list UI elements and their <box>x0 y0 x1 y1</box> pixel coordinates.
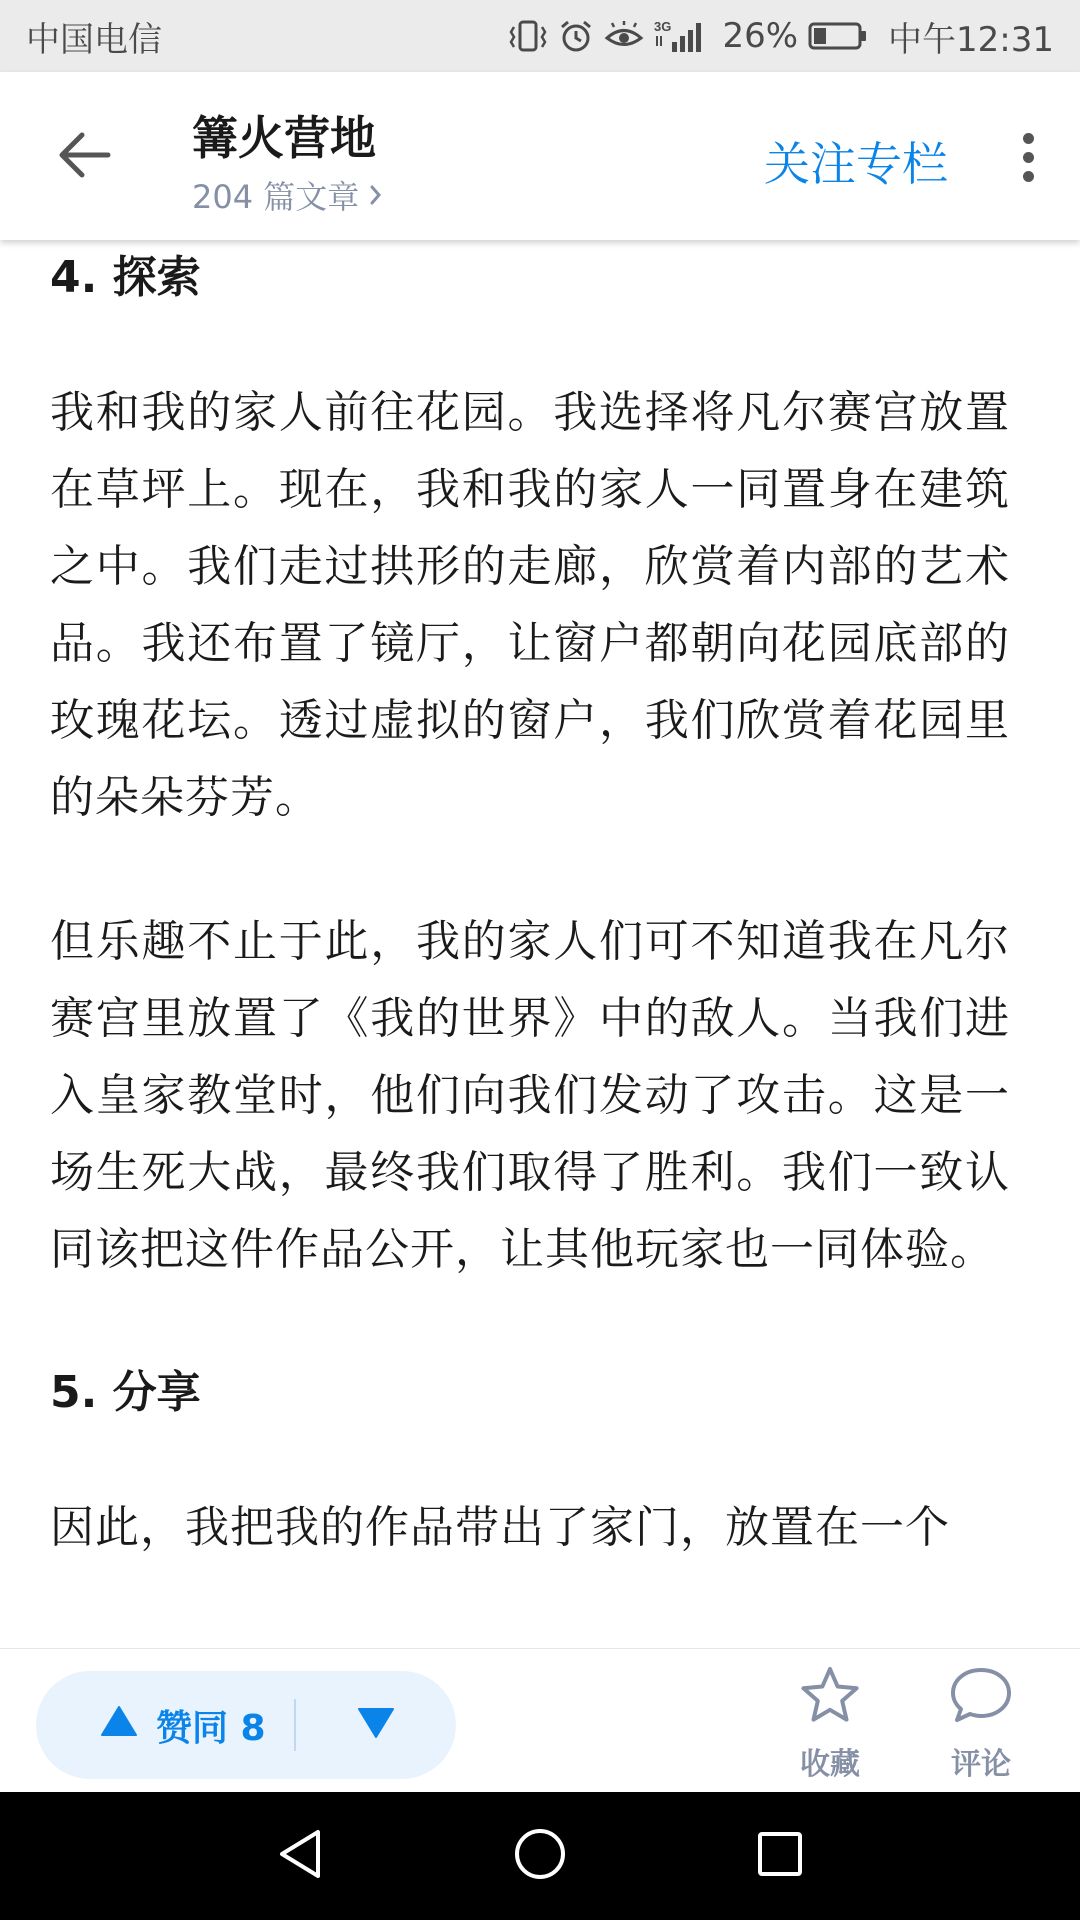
star-icon <box>798 1665 862 1739</box>
more-options-button[interactable] <box>1006 122 1050 192</box>
upvote-label: 赞同 8 <box>156 1707 266 1749</box>
status-bar <box>0 0 1080 72</box>
nav-recent-button[interactable] <box>748 1824 812 1888</box>
clock: 中午12:31 <box>888 19 1054 60</box>
paragraph: 因此，我把我的作品带出了家门，放置在一个 <box>50 1502 950 1553</box>
follow-column-button[interactable]: 关注专栏 <box>764 137 948 191</box>
nav-back-icon <box>274 1826 326 1886</box>
battery-percent: 26% <box>722 16 799 56</box>
vote-control <box>36 1671 456 1779</box>
upvote-triangle-icon <box>100 1705 156 1746</box>
downvote-button[interactable] <box>296 1707 456 1743</box>
alarm-icon <box>558 18 594 54</box>
battery-icon <box>808 21 868 51</box>
favorite-label: 收藏 <box>800 1747 860 1782</box>
carrier-name: 中国电信 <box>26 19 162 60</box>
chevron-right-icon <box>369 183 383 207</box>
nav-home-button[interactable] <box>508 1824 572 1888</box>
paragraph: 我和我的家人前往花园。我选择将凡尔赛宫放置在草坪上。现在，我和我的家人一同置身在建筑之中。我们走过拱形的走廊，欣赏着内部的艺术品。我还布置了镜厅，让窗户都朝向花园底部的玫瑰花坛。透过虚拟的窗户，我们欣赏着花园里的朵朵芬芳。 <box>50 387 1010 823</box>
section-heading-explore: 4. 探索 <box>50 252 201 303</box>
article-body[interactable] <box>50 240 1010 1648</box>
comment-label: 评论 <box>951 1747 1011 1782</box>
eye-comfort-icon <box>604 21 644 51</box>
more-vertical-icon <box>1023 133 1034 182</box>
favorite-button[interactable] <box>770 1665 890 1783</box>
bottom-action-bar <box>0 1648 1080 1793</box>
status-icons <box>508 12 1054 61</box>
signal-icon <box>654 18 710 54</box>
vibrate-icon <box>508 19 548 53</box>
column-title[interactable]: 篝火营地 <box>192 111 376 165</box>
speech-bubble-icon <box>949 1665 1013 1739</box>
network-type-label: 3G <box>654 19 672 34</box>
system-navigation-bar <box>0 1792 1080 1920</box>
comment-button[interactable] <box>921 1665 1041 1783</box>
nav-recent-icon <box>754 1828 806 1884</box>
upvote-button[interactable] <box>36 1700 294 1751</box>
nav-back-button[interactable] <box>268 1824 332 1888</box>
back-button[interactable] <box>44 122 124 192</box>
column-header <box>0 72 1080 240</box>
back-arrow-icon <box>56 130 112 184</box>
paragraph: 但乐趣不止于此，我的家人们可不知道我在凡尔赛宫里放置了《我的世界》中的敌人。当我们进入皇家教堂时，他们向我们发动了攻击。这是一场生死大战，最终我们取得了胜利。我们一致认同该把这件作品公开，让其他玩家也一同体验。 <box>50 916 1010 1275</box>
nav-home-icon <box>512 1826 568 1886</box>
downvote-triangle-icon <box>357 1707 395 1743</box>
article-count-label: 204 篇文章 <box>192 178 360 216</box>
article-count-link[interactable] <box>192 172 383 218</box>
section-heading-share: 5. 分享 <box>50 1367 201 1418</box>
